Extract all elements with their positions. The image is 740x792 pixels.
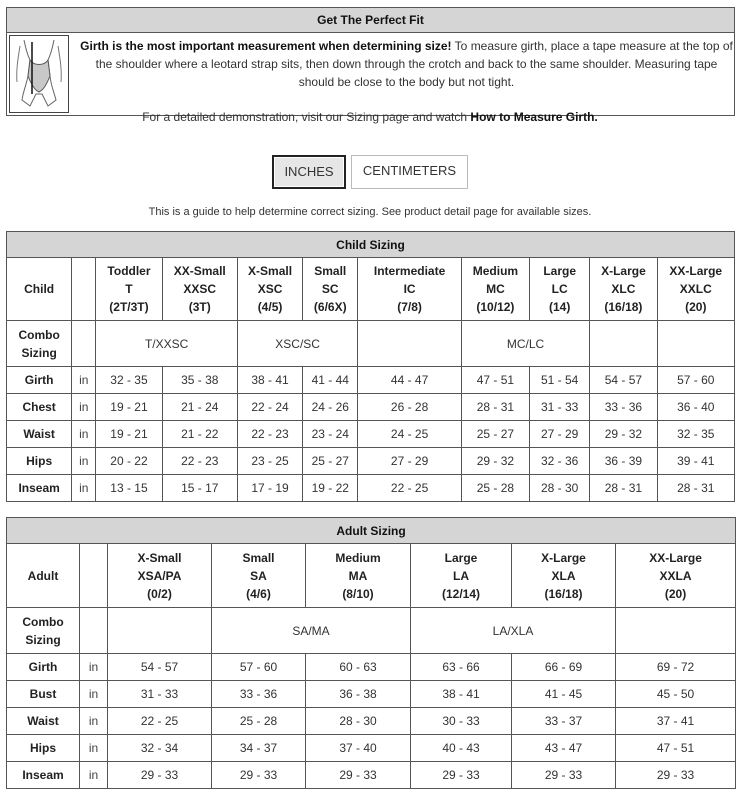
size-header-line: X-Large: [601, 264, 646, 278]
measurement-value: 51 - 54: [530, 367, 590, 394]
measurement-value: 47 - 51: [616, 735, 736, 762]
size-header-line: (4/6): [246, 586, 271, 601]
size-header: [237, 258, 302, 321]
size-header-line: Toddler: [107, 264, 151, 278]
measurement-value: 28 - 31: [461, 394, 529, 421]
measurement-value: 41 - 44: [303, 367, 358, 394]
child-corner-label: Child: [7, 258, 72, 321]
measurement-value: 45 - 50: [616, 681, 736, 708]
measurement-value: 28 - 30: [530, 475, 590, 502]
measurement-value: 21 - 22: [162, 421, 237, 448]
measurement-value: 22 - 23: [162, 448, 237, 475]
size-header-line: XX-Large: [669, 264, 723, 278]
measurement-value: 57 - 60: [657, 367, 734, 394]
adult-combo-row: [7, 608, 736, 654]
size-header-line: XLC: [611, 282, 636, 296]
size-header: [512, 544, 616, 608]
measurement-row: [7, 708, 736, 735]
measurement-value: 22 - 25: [358, 475, 461, 502]
size-header-line: (10/12): [476, 300, 515, 314]
inches-button[interactable]: INCHES: [272, 155, 346, 189]
measurement-value: 24 - 26: [303, 394, 358, 421]
size-header: [358, 258, 461, 321]
size-header-line: (12/14): [441, 586, 481, 601]
size-header-line: (4/5): [257, 300, 283, 314]
size-header-line: XSA/PA: [137, 568, 182, 583]
combo-sizing-label-line: Combo: [22, 614, 64, 629]
girth-instructions: [79, 37, 734, 91]
measurement-value: 28 - 31: [590, 475, 657, 502]
unit-label: in: [80, 735, 108, 762]
size-header-line: (8/10): [342, 586, 374, 601]
measurement-value: 36 - 39: [590, 448, 657, 475]
unit-label: in: [80, 654, 108, 681]
child-header-row: [7, 258, 735, 321]
measurement-label: Waist: [7, 421, 72, 448]
size-header-line: XXSC: [183, 282, 217, 296]
adult-sizing-table: [6, 517, 736, 789]
size-header-line: Large: [444, 550, 478, 565]
size-header: [162, 258, 237, 321]
measurement-value: 22 - 23: [237, 421, 302, 448]
combo-size-cell: XSC/SC: [237, 321, 357, 367]
size-header: [303, 258, 358, 321]
measurement-value: 29 - 33: [512, 762, 616, 789]
measurement-value: 38 - 41: [237, 367, 302, 394]
combo-sizing-label-line: Sizing: [21, 345, 57, 360]
measurement-value: 17 - 19: [237, 475, 302, 502]
size-header: [590, 258, 657, 321]
combo-size-cell: MC/LC: [461, 321, 590, 367]
combo-empty-cell: [616, 608, 736, 654]
child-sizing-table: [6, 231, 735, 502]
measurement-value: 31 - 33: [108, 681, 212, 708]
measurement-value: 36 - 40: [657, 394, 734, 421]
measurement-value: 32 - 34: [108, 735, 212, 762]
combo-empty-cell: [657, 321, 734, 367]
measurement-value: 29 - 33: [108, 762, 212, 789]
size-header-line: (20): [685, 300, 707, 314]
size-header-line: MA: [348, 568, 368, 583]
size-header-line: Large: [543, 264, 576, 278]
measurement-value: 28 - 30: [306, 708, 411, 735]
size-header-line: (6/6X): [313, 300, 347, 314]
measurement-value: 33 - 37: [512, 708, 616, 735]
measurement-value: 25 - 28: [461, 475, 529, 502]
measurement-row: [7, 735, 736, 762]
combo-sizing-label-line: Sizing: [25, 632, 61, 647]
measurement-value: 27 - 29: [358, 448, 461, 475]
leotard-measure-illustration-icon: [9, 35, 69, 113]
size-header: [411, 544, 512, 608]
measurement-value: 13 - 15: [96, 475, 162, 502]
measurement-value: 20 - 22: [96, 448, 162, 475]
size-header-line: (3T): [188, 300, 211, 314]
measurement-value: 22 - 25: [108, 708, 212, 735]
measurement-value: 29 - 33: [616, 762, 736, 789]
size-header-line: (16/18): [604, 300, 643, 314]
size-header-line: SA: [250, 568, 267, 583]
unit-label: in: [80, 708, 108, 735]
measurement-value: 54 - 57: [590, 367, 657, 394]
measurement-value: 21 - 24: [162, 394, 237, 421]
size-header-line: LC: [551, 282, 568, 296]
combo-sizing-label: [7, 608, 80, 654]
perfect-fit-title: Get The Perfect Fit: [7, 8, 734, 33]
measurement-label: Girth: [7, 654, 80, 681]
unit-label: in: [80, 681, 108, 708]
measurement-value: 36 - 38: [306, 681, 411, 708]
size-header-line: XSC: [257, 282, 283, 296]
size-header-line: (14): [548, 300, 571, 314]
size-header-line: XXLC: [679, 282, 712, 296]
measurement-value: 39 - 41: [657, 448, 734, 475]
girth-instructions-text: To measure girth, place a tape measure at the top of the shoulder where a leotard strap sits, then down through the crotch and back to the same shoulder. Measuring tape should be close to the body but not tight.: [95, 39, 733, 89]
measurement-value: 37 - 41: [616, 708, 736, 735]
size-header-line: X-Large: [541, 550, 586, 565]
measurement-row: [7, 367, 735, 394]
measurement-value: 54 - 57: [108, 654, 212, 681]
size-header: [530, 258, 590, 321]
measurement-row: [7, 475, 735, 502]
measurement-value: 22 - 24: [237, 394, 302, 421]
combo-sizing-label: [7, 321, 72, 367]
unit-label: in: [72, 448, 96, 475]
measurement-value: 66 - 69: [512, 654, 616, 681]
measurement-value: 29 - 33: [411, 762, 512, 789]
measurement-label: Hips: [7, 448, 72, 475]
measurement-label: Hips: [7, 735, 80, 762]
size-header-line: MC: [486, 282, 505, 296]
unit-label: in: [72, 421, 96, 448]
size-header-line: (20): [664, 586, 687, 601]
size-header-line: Small: [242, 550, 275, 565]
measurement-label: Waist: [7, 708, 80, 735]
size-header-line: (16/18): [544, 586, 583, 601]
size-header-line: X-Small: [248, 264, 293, 278]
combo-size-cell: LA/XLA: [411, 608, 616, 654]
measurement-value: 19 - 21: [96, 421, 162, 448]
size-header-line: SC: [321, 282, 339, 296]
measurement-value: 25 - 27: [461, 421, 529, 448]
size-header: [212, 544, 306, 608]
measurement-value: 19 - 21: [96, 394, 162, 421]
perfect-fit-panel: [6, 7, 735, 116]
measurement-value: 29 - 32: [590, 421, 657, 448]
size-header: [108, 544, 212, 608]
size-header-line: Medium: [335, 550, 381, 565]
combo-size-cell: SA/MA: [212, 608, 411, 654]
measurement-value: 35 - 38: [162, 367, 237, 394]
measurement-value: 44 - 47: [358, 367, 461, 394]
measurement-row: [7, 448, 735, 475]
adult-title-row: [7, 518, 736, 544]
measurement-value: 29 - 32: [461, 448, 529, 475]
unit-label: in: [72, 394, 96, 421]
size-header-line: XLA: [551, 568, 576, 583]
size-header: [306, 544, 411, 608]
adult-corner-label: Adult: [7, 544, 80, 608]
measurement-value: 33 - 36: [212, 681, 306, 708]
measurement-value: 19 - 22: [303, 475, 358, 502]
measurement-row: [7, 681, 736, 708]
header-blank-cell: [80, 544, 108, 608]
measurement-value: 32 - 36: [530, 448, 590, 475]
measurement-value: 15 - 17: [162, 475, 237, 502]
size-header-line: T: [125, 282, 133, 296]
measurement-label: Chest: [7, 394, 72, 421]
measurement-row: [7, 421, 735, 448]
size-header-line: (2T/3T): [109, 300, 149, 314]
unit-label: in: [80, 762, 108, 789]
unit-label: in: [72, 475, 96, 502]
child-combo-row: [7, 321, 735, 367]
size-header-line: XX-Small: [173, 264, 226, 278]
size-header-line: X-Small: [137, 550, 182, 565]
combo-empty-cell: [108, 608, 212, 654]
measurement-value: 29 - 33: [212, 762, 306, 789]
measurement-value: 40 - 43: [411, 735, 512, 762]
measurement-value: 25 - 27: [303, 448, 358, 475]
measurement-value: 37 - 40: [306, 735, 411, 762]
measurement-value: 60 - 63: [306, 654, 411, 681]
measurement-value: 29 - 33: [306, 762, 411, 789]
size-header: [96, 258, 162, 321]
size-header-line: XXLA: [659, 568, 692, 583]
measurement-value: 32 - 35: [96, 367, 162, 394]
measurement-value: 23 - 24: [303, 421, 358, 448]
measurement-value: 33 - 36: [590, 394, 657, 421]
measurement-row: [7, 654, 736, 681]
measurement-value: 28 - 31: [657, 475, 734, 502]
measurement-value: 41 - 45: [512, 681, 616, 708]
size-header-line: Intermediate: [373, 264, 446, 278]
size-header-line: Medium: [472, 264, 519, 278]
measurement-value: 57 - 60: [212, 654, 306, 681]
child-title-row: [7, 232, 735, 258]
measurement-label: Bust: [7, 681, 80, 708]
measurement-value: 47 - 51: [461, 367, 529, 394]
sizing-guide-note: This is a guide to help determine correct sizing. See product detail page for available sizes.: [148, 206, 592, 218]
measurement-value: 30 - 33: [411, 708, 512, 735]
size-header: [616, 544, 736, 608]
measurement-value: 43 - 47: [512, 735, 616, 762]
measurement-value: 25 - 28: [212, 708, 306, 735]
unit-label: in: [72, 367, 96, 394]
demo-line: [0, 110, 740, 124]
measurement-value: 24 - 25: [358, 421, 461, 448]
adult-header-row: [7, 544, 736, 608]
measurement-value: 31 - 33: [530, 394, 590, 421]
combo-empty-cell: [72, 321, 96, 367]
combo-empty-cell: [80, 608, 108, 654]
measurement-value: 34 - 37: [212, 735, 306, 762]
measurement-label: Inseam: [7, 475, 72, 502]
measurement-value: 69 - 72: [616, 654, 736, 681]
measurement-value: 23 - 25: [237, 448, 302, 475]
measurement-value: 26 - 28: [358, 394, 461, 421]
size-header: [657, 258, 734, 321]
girth-instructions-bold: Girth is the most important measurement when determining size!: [80, 39, 452, 53]
measurement-row: [7, 394, 735, 421]
size-header-line: Small: [314, 264, 347, 278]
demo-text: For a detailed demonstration, visit our Sizing page and watch: [142, 110, 471, 124]
size-header-line: IC: [403, 282, 416, 296]
child-sizing-title: Child Sizing: [7, 232, 735, 258]
size-header-line: (7/8): [397, 300, 422, 314]
size-header-line: XX-Large: [649, 550, 702, 565]
adult-sizing-title: Adult Sizing: [7, 518, 736, 544]
measurement-row: [7, 762, 736, 789]
centimeters-button[interactable]: CENTIMETERS: [351, 155, 468, 189]
size-header: [461, 258, 529, 321]
measurement-value: 63 - 66: [411, 654, 512, 681]
measurement-label: Inseam: [7, 762, 80, 789]
measurement-value: 32 - 35: [657, 421, 734, 448]
combo-empty-cell: [590, 321, 657, 367]
size-header-line: (0/2): [147, 586, 172, 601]
combo-empty-cell: [358, 321, 461, 367]
combo-size-cell: T/XXSC: [96, 321, 238, 367]
size-header-line: LA: [453, 568, 469, 583]
measurement-value: 38 - 41: [411, 681, 512, 708]
header-blank-cell: [72, 258, 96, 321]
measurement-value: 27 - 29: [530, 421, 590, 448]
how-to-measure-girth-link[interactable]: How to Measure Girth.: [470, 110, 598, 124]
perfect-fit-intro: [7, 33, 734, 115]
measurement-label: Girth: [7, 367, 72, 394]
combo-sizing-label-line: Combo: [18, 327, 60, 342]
